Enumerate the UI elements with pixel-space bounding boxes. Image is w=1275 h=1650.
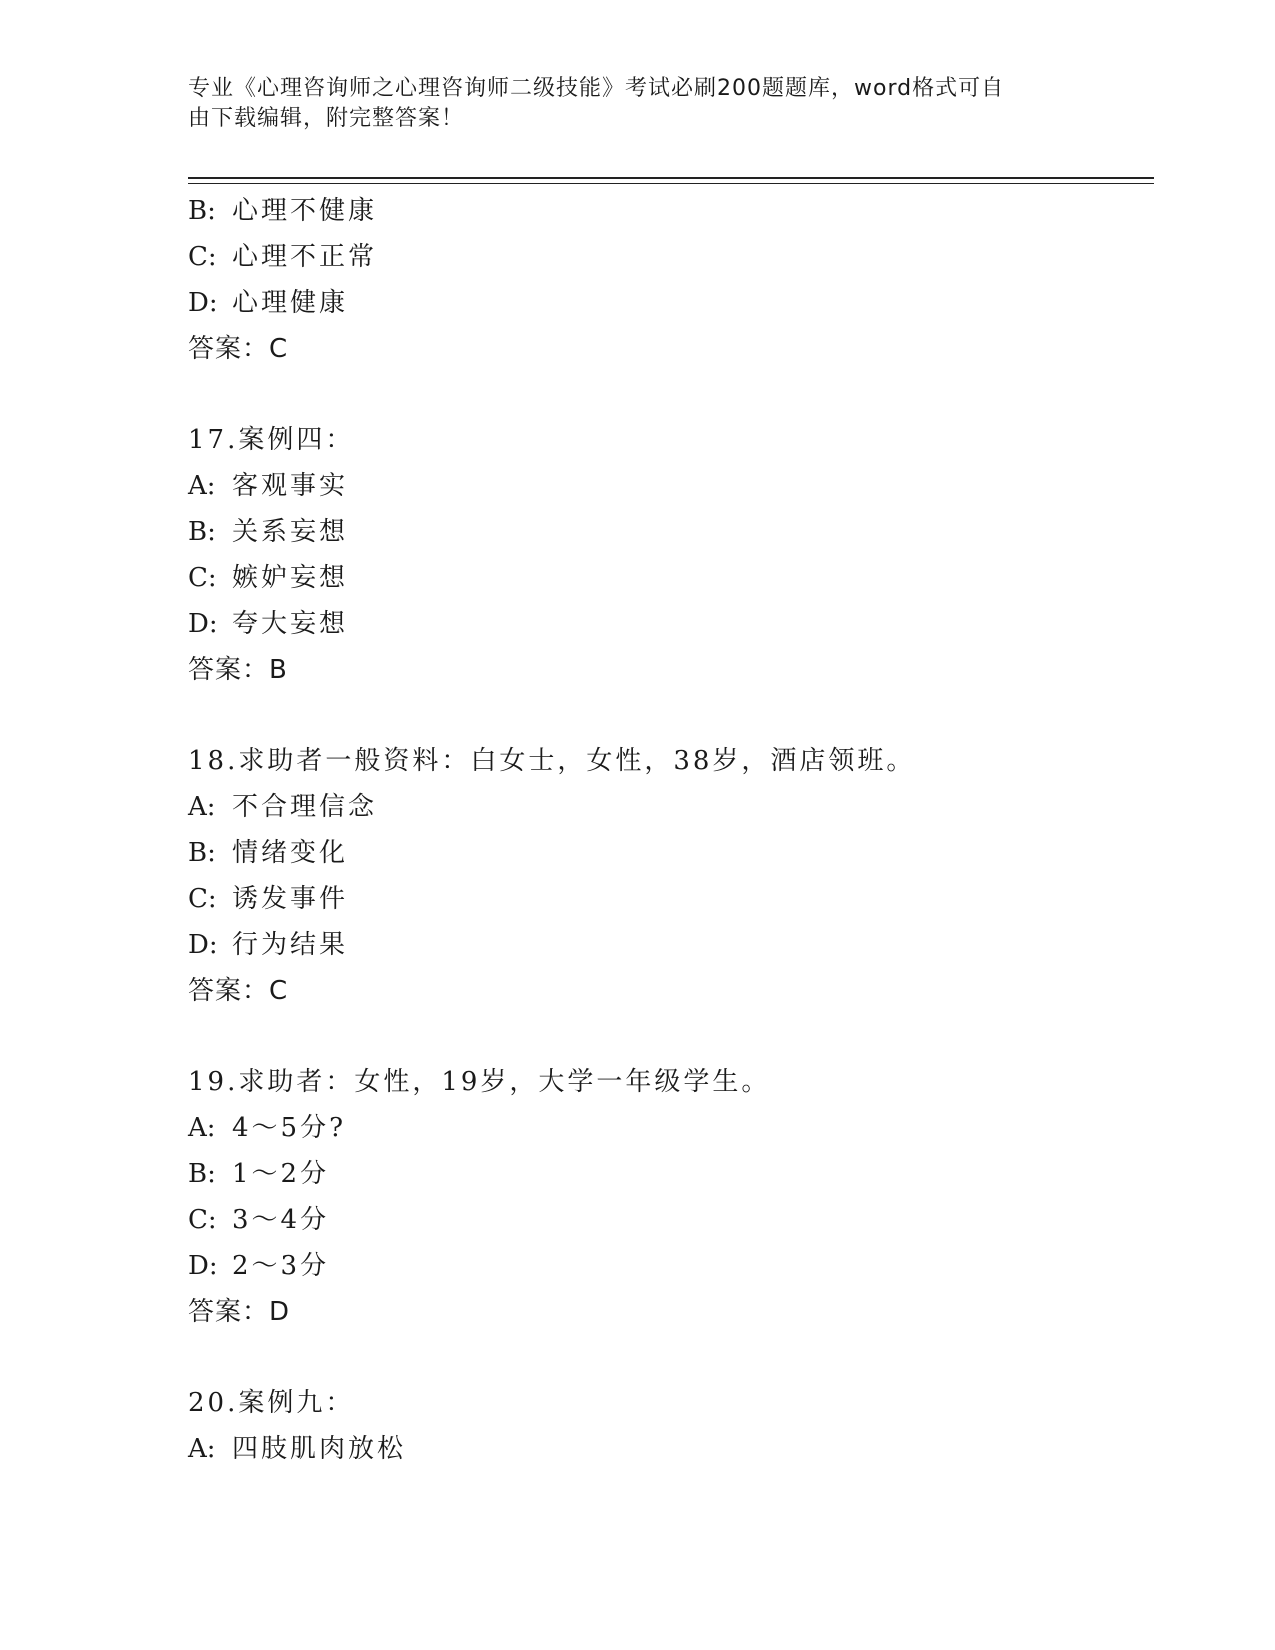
question-20 xyxy=(188,1380,1154,1472)
question-16-tail xyxy=(188,188,1154,372)
option-a xyxy=(188,1105,1154,1151)
option-b xyxy=(188,830,1154,876)
answer-line: 答案：C xyxy=(188,976,289,1006)
option-label: D: xyxy=(188,288,218,318)
option-c xyxy=(188,876,1154,922)
option-text: 客观事实 xyxy=(232,471,349,501)
option-text: 行为结果 xyxy=(232,930,349,960)
option-text: 4～5分? xyxy=(232,1113,347,1143)
option-label: A: xyxy=(188,792,216,822)
option-label: C: xyxy=(188,884,217,914)
spacer xyxy=(188,693,1154,738)
option-d xyxy=(188,1243,1154,1289)
option-text: 情绪变化 xyxy=(232,838,349,868)
option-text: 2～3分 xyxy=(232,1251,330,1281)
option-label: C: xyxy=(188,242,217,272)
option-label: B: xyxy=(188,1159,216,1189)
option-text: 四肢肌肉放松 xyxy=(232,1434,407,1464)
question-18 xyxy=(188,738,1154,1014)
option-c xyxy=(188,555,1154,601)
option-label: C: xyxy=(188,1205,217,1235)
spacer xyxy=(188,372,1154,417)
spacer xyxy=(188,1014,1154,1059)
option-c xyxy=(188,1197,1154,1243)
option-text: 关系妄想 xyxy=(232,517,349,547)
option-text: 心理不健康 xyxy=(232,196,378,226)
option-label: D: xyxy=(188,609,218,639)
option-b xyxy=(188,188,1154,234)
option-label: B: xyxy=(188,517,216,547)
option-text: 不合理信念 xyxy=(232,792,378,822)
question-19 xyxy=(188,1059,1154,1335)
question-stem: 17.案例四： xyxy=(188,425,355,455)
question-stem: 20.案例九： xyxy=(188,1388,355,1418)
question-17 xyxy=(188,417,1154,693)
header-divider-thick xyxy=(188,177,1154,179)
answer-line: 答案：B xyxy=(188,655,288,685)
document-header xyxy=(188,74,1068,134)
option-label: D: xyxy=(188,1251,218,1281)
option-d xyxy=(188,280,1154,326)
option-text: 心理健康 xyxy=(232,288,349,318)
option-text: 夸大妄想 xyxy=(232,609,349,639)
option-b xyxy=(188,509,1154,555)
option-label: D: xyxy=(188,930,218,960)
option-b xyxy=(188,1151,1154,1197)
spacer xyxy=(188,1335,1154,1380)
option-label: A: xyxy=(188,1434,216,1464)
answer-line: 答案：D xyxy=(188,1297,291,1327)
option-c xyxy=(188,234,1154,280)
option-text: 嫉妒妄想 xyxy=(232,563,349,593)
header-divider-thin xyxy=(188,183,1154,184)
answer-line: 答案：C xyxy=(188,334,289,364)
header-line-2: 由下载编辑，附完整答案！ xyxy=(188,106,465,131)
question-stem: 18.求助者一般资料：白女士，女性，38岁，酒店领班。 xyxy=(188,746,916,776)
option-text: 1～2分 xyxy=(232,1159,330,1189)
option-label: A: xyxy=(188,1113,216,1143)
option-text: 3～4分 xyxy=(232,1205,330,1235)
option-label: A: xyxy=(188,471,216,501)
question-stem: 19.求助者：女性，19岁，大学一年级学生。 xyxy=(188,1067,771,1097)
option-d xyxy=(188,922,1154,968)
option-label: B: xyxy=(188,838,216,868)
option-a xyxy=(188,1426,1154,1472)
option-a xyxy=(188,463,1154,509)
option-label: C: xyxy=(188,563,217,593)
question-list xyxy=(188,188,1154,1472)
header-line-1: 专业《心理咨询师之心理咨询师二级技能》考试必刷200题题库，word格式可自 xyxy=(188,76,1005,101)
option-text: 诱发事件 xyxy=(232,884,349,914)
option-d xyxy=(188,601,1154,647)
option-text: 心理不正常 xyxy=(232,242,378,272)
option-a xyxy=(188,784,1154,830)
option-label: B: xyxy=(188,196,216,226)
